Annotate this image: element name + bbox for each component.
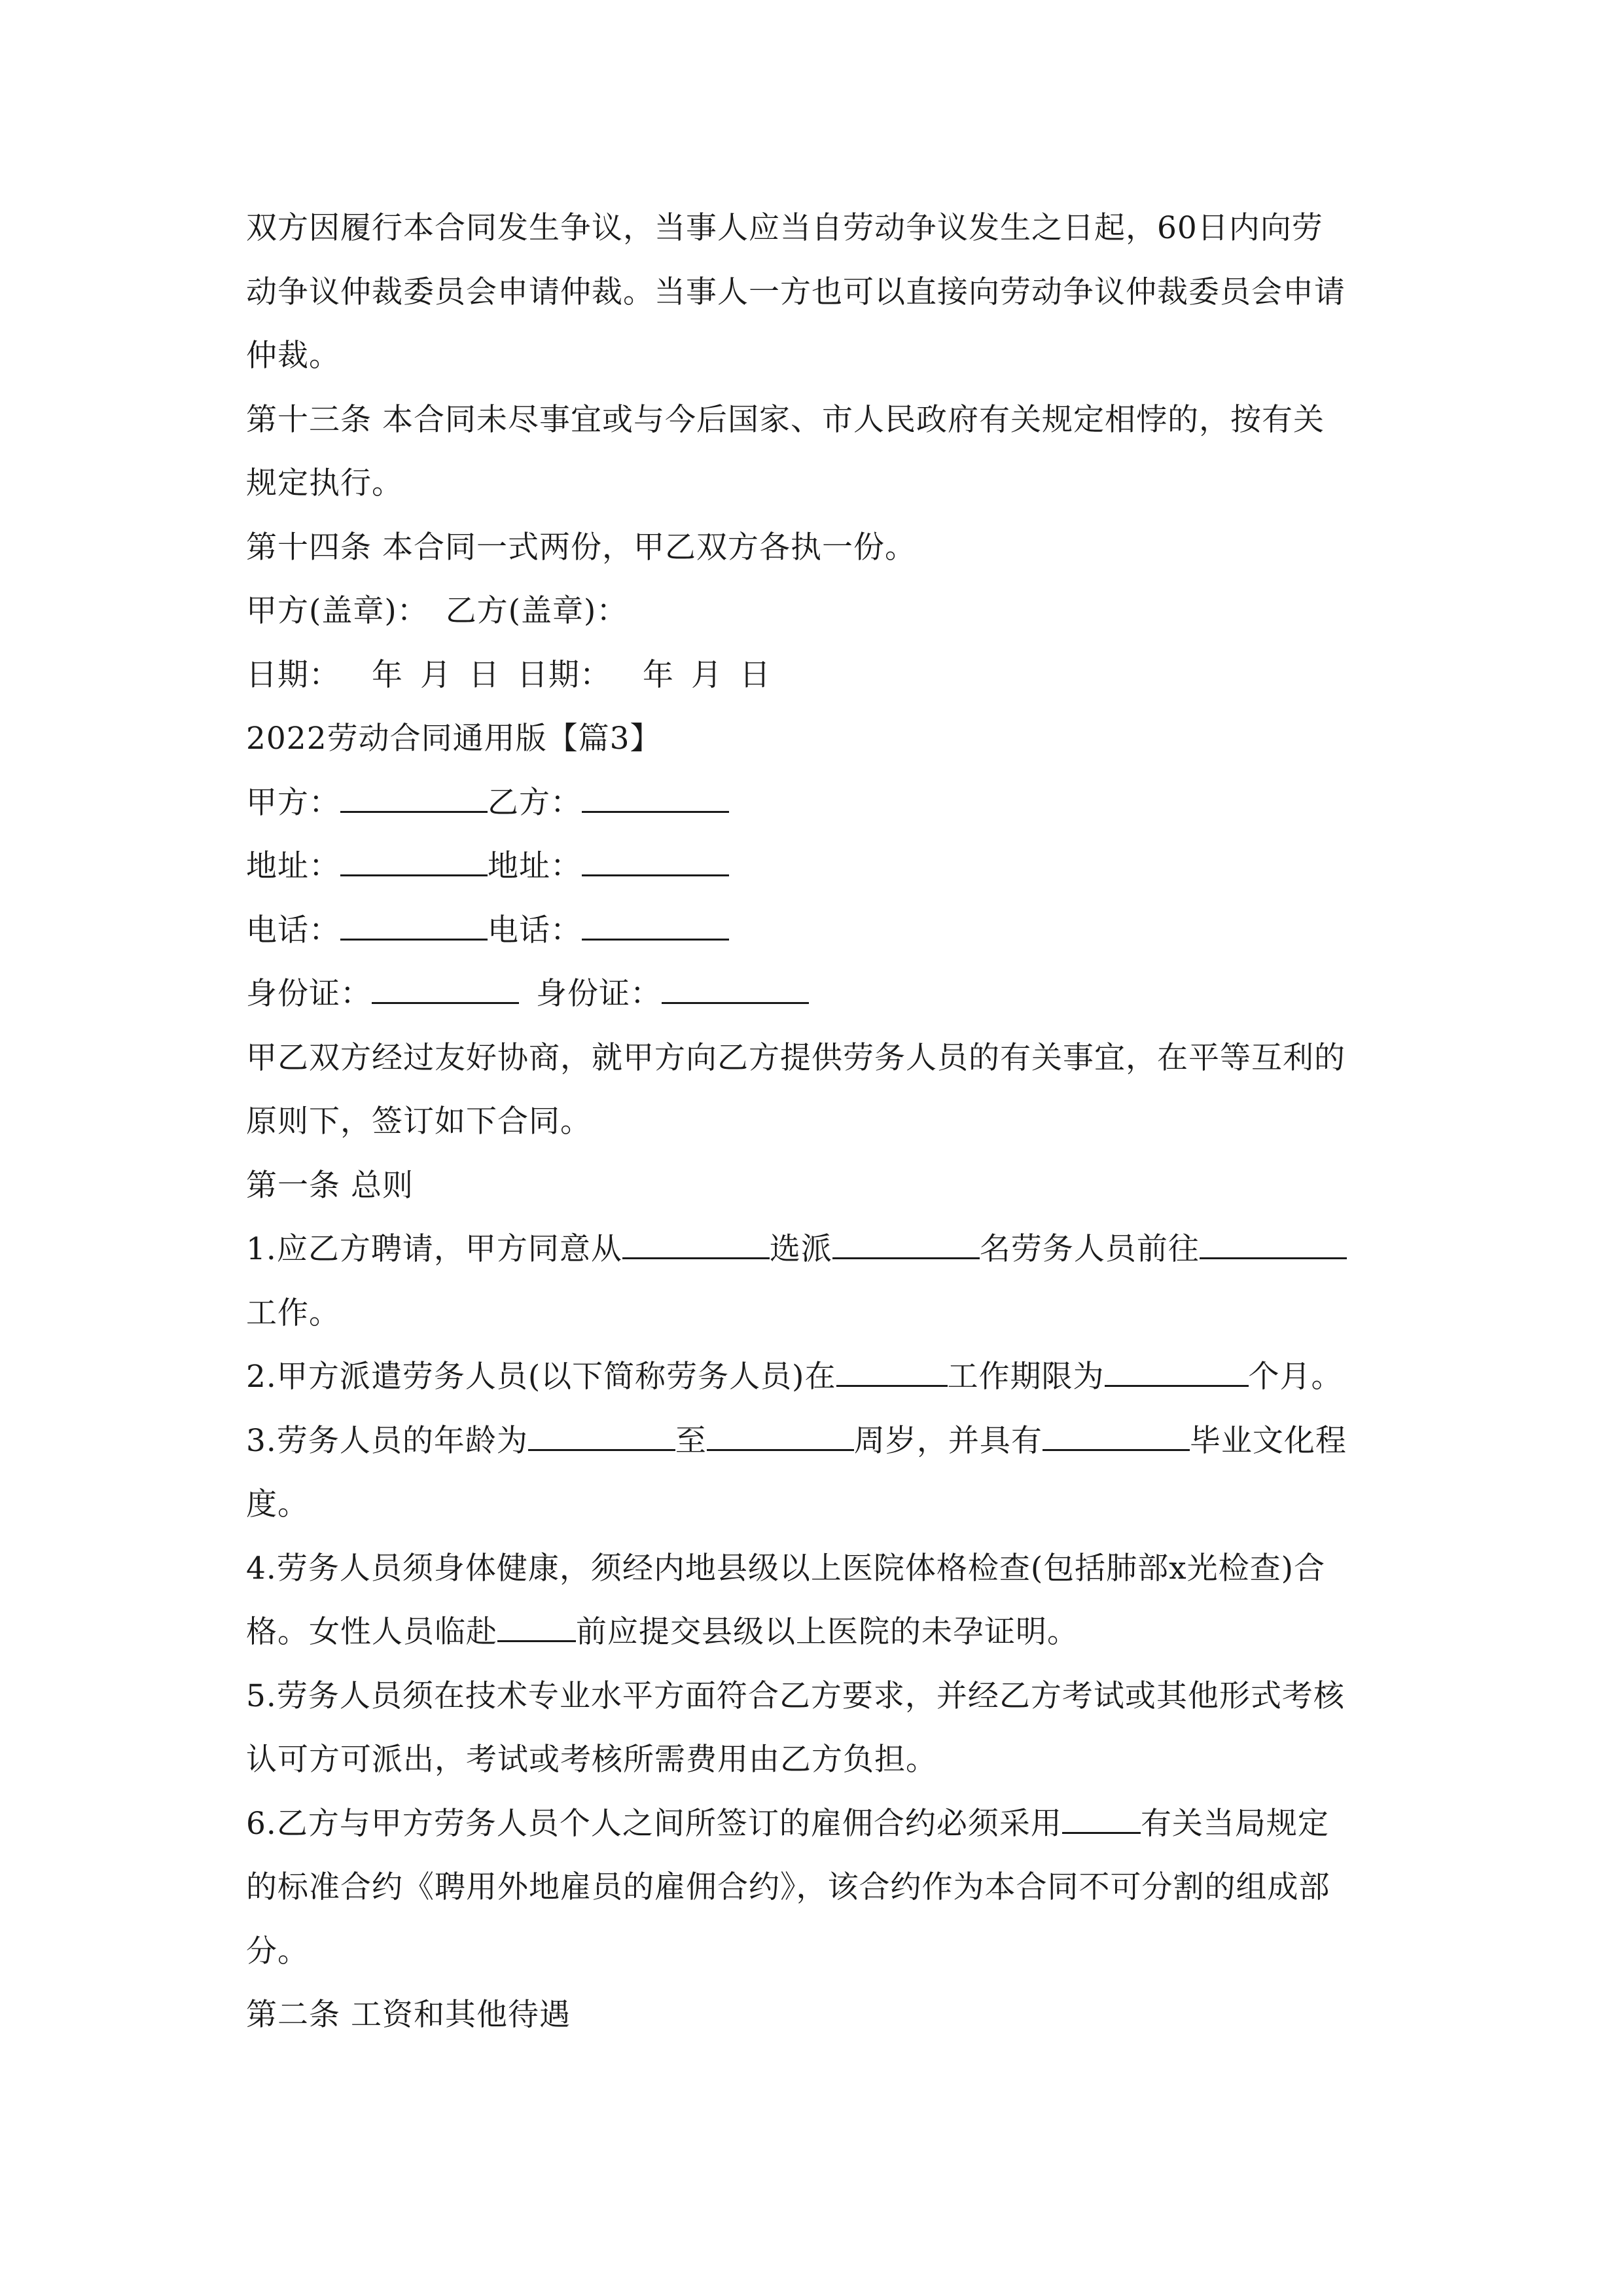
month-label-b: 月 — [691, 656, 722, 693]
clause-1-text-a: 1.应乙方聘请，甲方同意从 — [246, 1231, 622, 1267]
clause-3-text-b: 至 — [675, 1422, 707, 1459]
clause-3-text-d: 毕业文化程 — [1189, 1422, 1347, 1459]
day-label-b: 日 — [740, 656, 771, 693]
clause-2-blank-place[interactable] — [836, 1359, 948, 1387]
date-label-a: 日期： — [246, 656, 340, 693]
paragraph-line: 认可方可派出，考试或考核所需费用由乙方负担。 — [246, 1742, 937, 1778]
clause-4-line: 4.劳务人员须身体健康，须经内地县级以上医院体格检查(包括肺部x光检查)合 — [246, 1550, 1326, 1587]
clause-1-blank-count[interactable] — [832, 1231, 980, 1259]
clause-3-blank-min-age[interactable] — [528, 1423, 675, 1451]
clause-4-blank-destination[interactable] — [497, 1614, 576, 1642]
id-a-blank[interactable] — [372, 976, 519, 1004]
paragraph-line: 双方因履行本合同发生争议，当事人应当自劳动争议发生之日起，60日内向劳 — [246, 210, 1323, 246]
phone-b-blank[interactable] — [582, 912, 729, 941]
party-b-seal-label: 乙方(盖章)： — [445, 593, 628, 629]
clause-1-text-c: 名劳务人员前往 — [979, 1231, 1200, 1267]
article-13-line: 第十三条 本合同未尽事宜或与今后国家、市人民政府有关规定相悖的，按有关 — [246, 401, 1325, 438]
document-page — [246, 196, 1385, 2047]
article-1-heading: 第一条 总则 — [246, 1167, 414, 1204]
seal-line — [246, 579, 1385, 643]
date-label-b: 日期： — [517, 656, 611, 693]
year-label-b: 年 — [643, 656, 674, 693]
party-line — [246, 771, 1385, 835]
address-b-label: 地址： — [488, 848, 582, 884]
party-a-blank[interactable] — [340, 785, 488, 813]
id-b-blank[interactable] — [662, 976, 809, 1004]
clause-3-text-a: 3.劳务人员的年龄为 — [246, 1422, 528, 1459]
address-a-label: 地址： — [246, 848, 340, 884]
phone-b-label: 电话： — [488, 912, 582, 948]
phone-a-label: 电话： — [246, 912, 340, 948]
clause-2-text-c: 个月。 — [1248, 1359, 1343, 1395]
month-label-a: 月 — [420, 656, 452, 693]
party-a-seal-label: 甲方(盖章)： — [246, 593, 429, 629]
paragraph-line: 的标准合约《聘用外地雇员的雇佣合约》，该合约作为本合同不可分割的组成部 — [246, 1869, 1330, 1905]
paragraph-line: 分。 — [246, 1933, 309, 1969]
id-b-label: 身份证： — [536, 976, 662, 1012]
article-2-heading: 第二条 工资和其他待遇 — [246, 1997, 571, 2033]
clause-6-text-a: 6.乙方与甲方劳务人员个人之间所签订的雇佣合约必须采用 — [246, 1805, 1062, 1842]
date-line — [246, 643, 1385, 708]
paragraph-line: 工作。 — [246, 1295, 340, 1331]
day-label-a: 日 — [469, 656, 500, 693]
section-title: 2022劳动合同通用版【篇3】 — [246, 721, 662, 757]
clause-3-blank-education[interactable] — [1043, 1423, 1190, 1451]
party-b-label: 乙方： — [488, 784, 582, 821]
paragraph-line: 动争议仲裁委员会申请仲裁。当事人一方也可以直接向劳动争议仲裁委员会申请 — [246, 274, 1346, 310]
party-a-label: 甲方： — [246, 784, 340, 821]
address-b-blank[interactable] — [582, 848, 729, 876]
clause-2-text-a: 2.甲方派遣劳务人员(以下简称劳务人员)在 — [246, 1359, 836, 1395]
clause-2-line — [246, 1345, 1385, 1409]
clause-6-text-b: 有关当局规定 — [1140, 1805, 1329, 1842]
clause-4-text-b: 前应提交县级以上医院的未孕证明。 — [576, 1614, 1079, 1650]
clause-1-line — [246, 1217, 1385, 1282]
clause-6-line — [246, 1792, 1385, 1856]
clause-6-blank-authority[interactable] — [1062, 1806, 1141, 1834]
address-a-blank[interactable] — [340, 848, 488, 876]
clause-2-text-b: 工作期限为 — [947, 1359, 1105, 1395]
clause-1-blank-destination[interactable] — [1200, 1231, 1347, 1259]
paragraph-line: 度。 — [246, 1486, 309, 1522]
address-line — [246, 834, 1385, 899]
phone-a-blank[interactable] — [340, 912, 488, 941]
paragraph-line: 仲裁。 — [246, 338, 340, 374]
paragraph-line: 原则下，签订如下合同。 — [246, 1103, 592, 1139]
clause-3-blank-max-age[interactable] — [707, 1423, 854, 1451]
id-line — [246, 962, 1385, 1026]
clause-3-text-c: 周岁，并具有 — [853, 1422, 1043, 1459]
paragraph-line: 甲乙双方经过友好协商，就甲方向乙方提供劳务人员的有关事宜，在平等互利的 — [246, 1039, 1346, 1076]
article-14-line: 第十四条 本合同一式两份，甲乙双方各执一份。 — [246, 529, 916, 565]
year-label-a: 年 — [372, 656, 403, 693]
clause-5-line: 5.劳务人员须在技术专业水平方面符合乙方要求，并经乙方考试或其他形式考核 — [246, 1677, 1345, 1714]
phone-line — [246, 899, 1385, 963]
clause-4-line-2 — [246, 1600, 1385, 1664]
clause-3-line — [246, 1409, 1385, 1473]
id-a-label: 身份证： — [246, 976, 372, 1012]
clause-4-text-a: 格。女性人员临赴 — [246, 1614, 497, 1650]
clause-2-blank-period[interactable] — [1105, 1359, 1249, 1387]
paragraph-line: 规定执行。 — [246, 465, 403, 501]
clause-1-text-b: 选派 — [769, 1231, 832, 1267]
clause-1-blank-from[interactable] — [622, 1231, 770, 1259]
party-b-blank[interactable] — [582, 785, 729, 813]
